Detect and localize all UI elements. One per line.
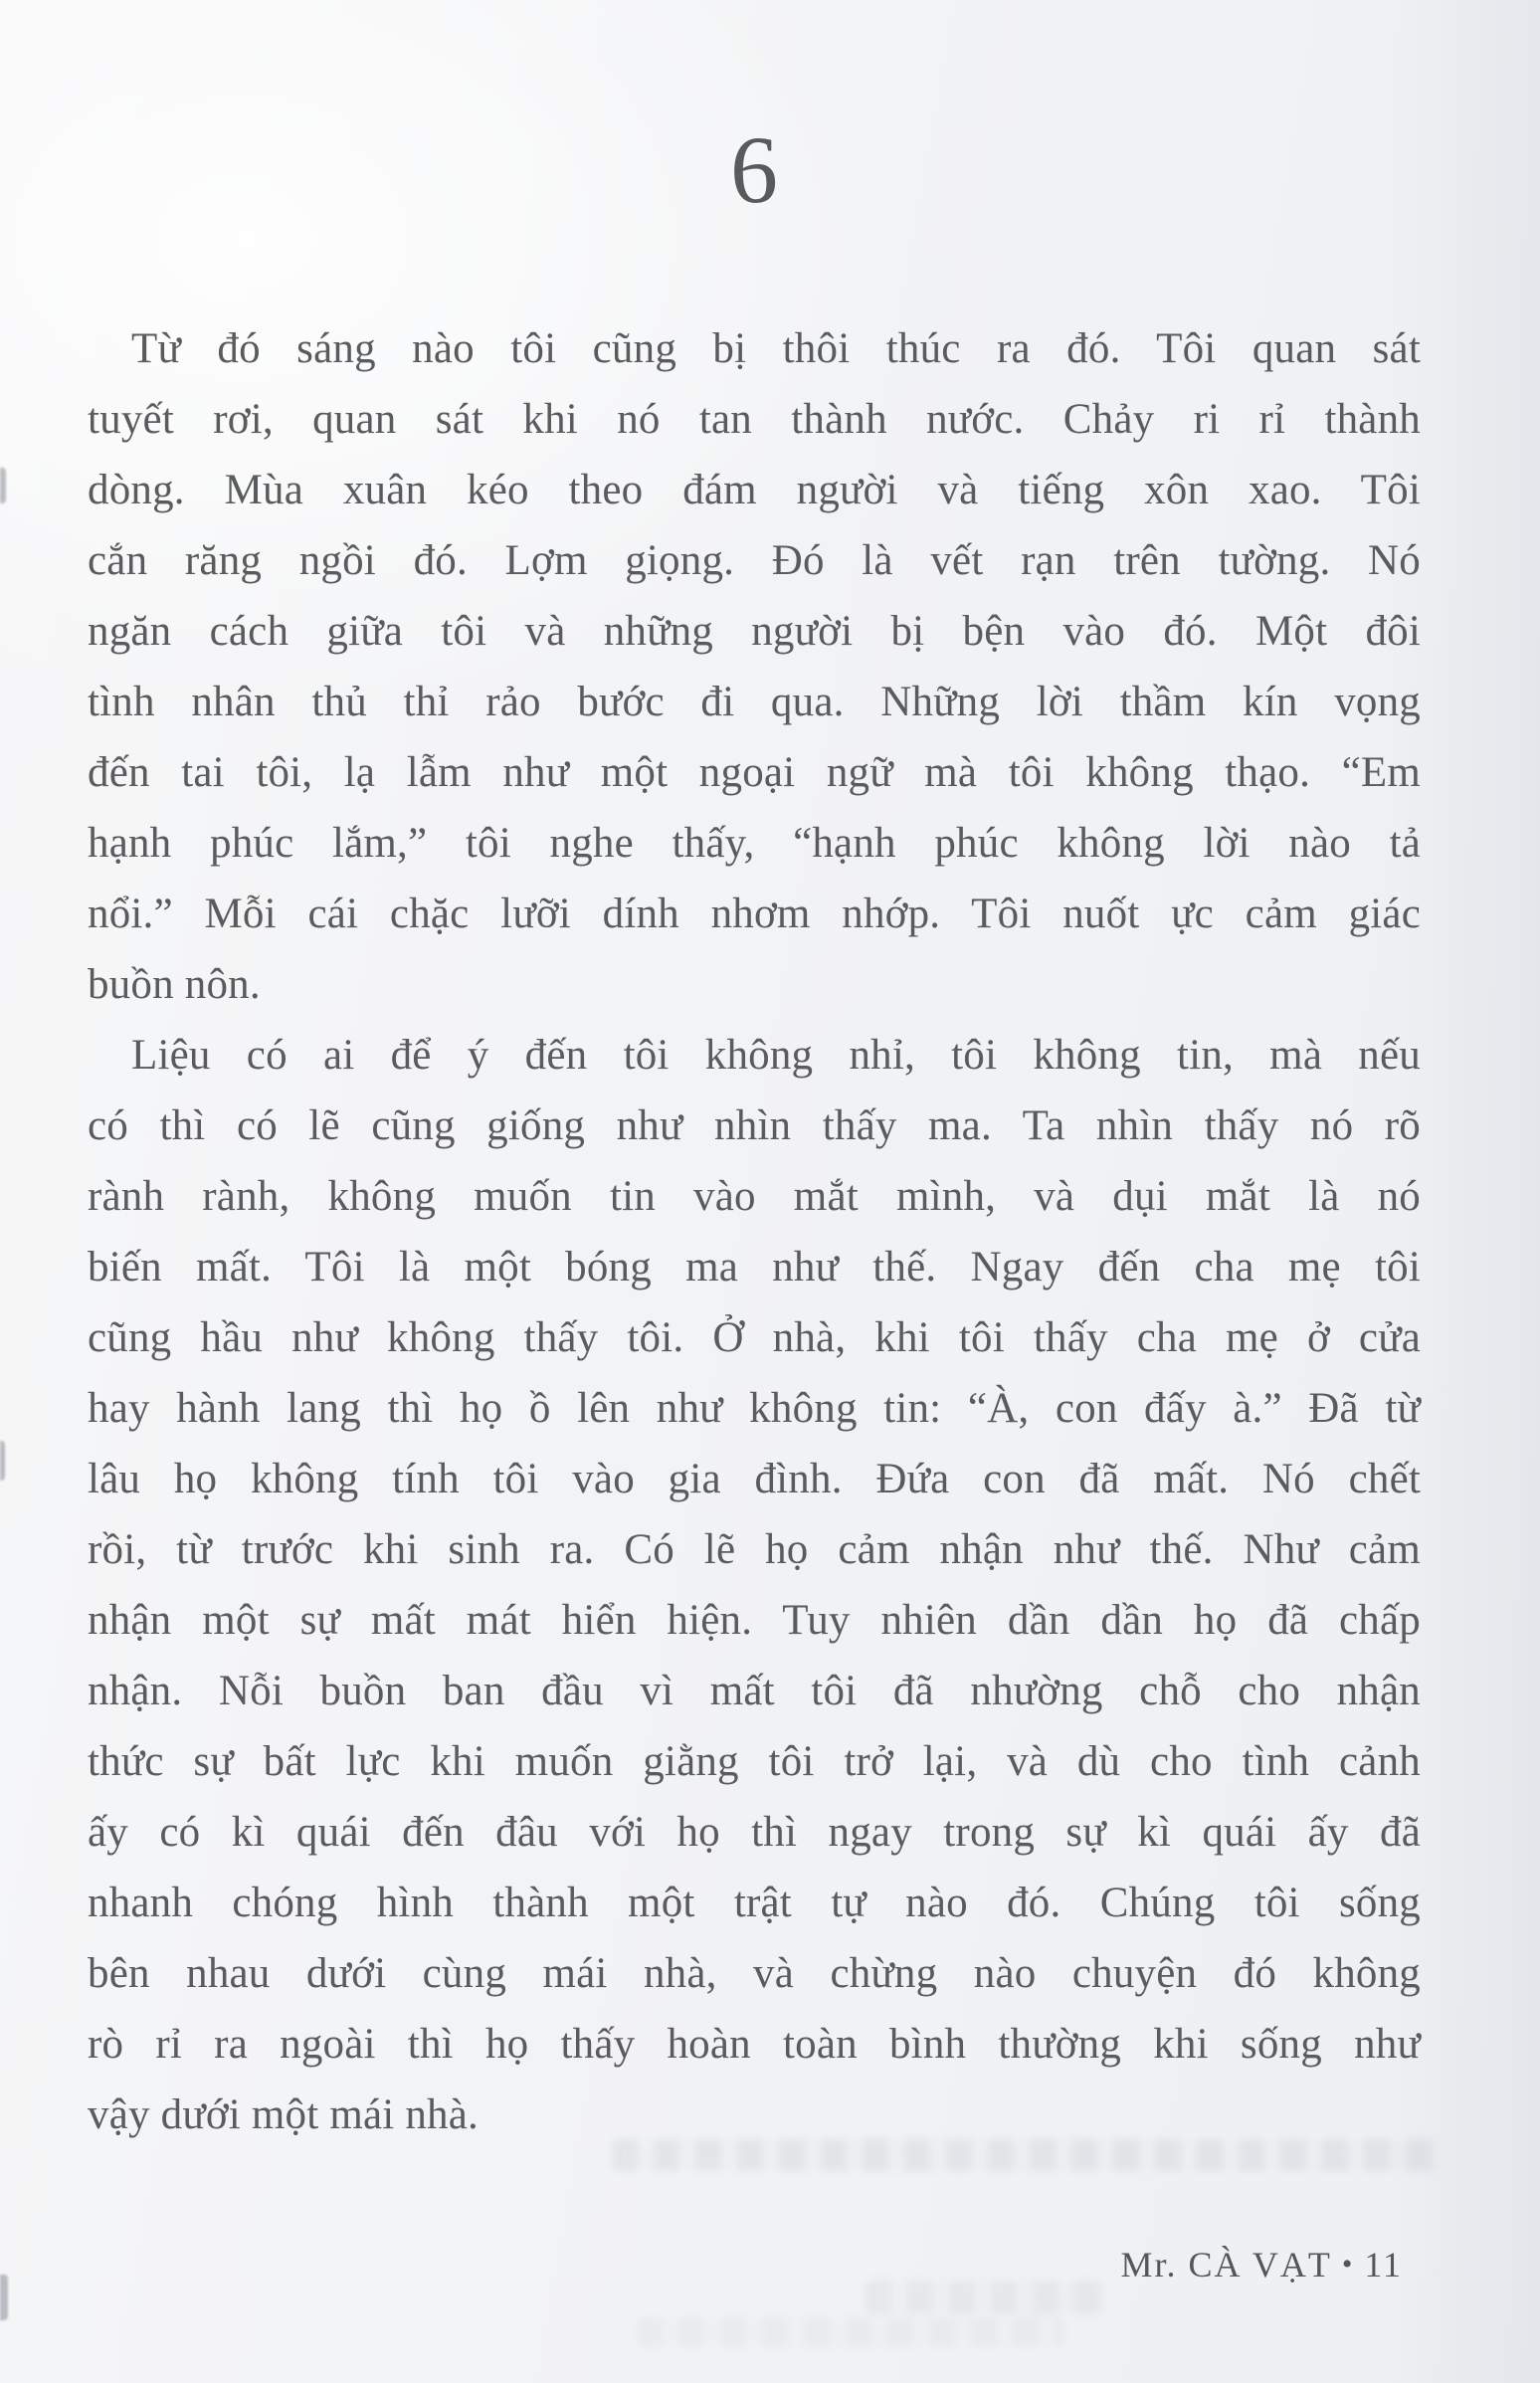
paragraph-line: Từ đó sáng nào tôi cũng bị thôi thúc ra đó. Tôi quan sát xyxy=(131,325,1421,372)
paragraph-line: dòng. Mùa xuân kéo theo đám người và tiếng xôn xao. Tôi xyxy=(88,467,1421,513)
paragraph-line: Liệu có ai để ý đến tôi không nhỉ, tôi không tin, mà nếu xyxy=(131,1032,1421,1079)
paragraph-line: cũng hầu như không thấy tôi. Ở nhà, khi tôi thấy cha mẹ ở cửa xyxy=(88,1314,1421,1361)
paragraph-1 xyxy=(88,313,1421,1020)
paragraph-line: ngăn cách giữa tôi và những người bị bện vào đó. Một đôi xyxy=(88,608,1421,655)
paragraph-line: nhanh chóng hình thành một trật tự nào đó. Chúng tôi sống xyxy=(88,1880,1421,1926)
paragraph-line: rò rỉ ra ngoài thì họ thấy hoàn toàn bình thường khi sống như xyxy=(88,2021,1421,2068)
scan-edge-smudge xyxy=(0,468,6,503)
paragraph-line: cắn răng ngồi đó. Lợm giọng. Đó là vết rạn trên tường. Nó xyxy=(88,537,1421,584)
paragraph-line: có thì có lẽ cũng giống như nhìn thấy ma. Ta nhìn thấy nó rõ xyxy=(88,1102,1421,1149)
paragraph-line: nổi.” Mỗi cái chặc lưỡi dính nhơm nhớp. Tôi nuốt ực cảm giác xyxy=(88,891,1421,937)
paragraph-line: buồn nôn. xyxy=(88,961,261,1008)
running-title: Mr. CÀ VẠT xyxy=(1120,2245,1332,2284)
paragraph-line: rành rành, không muốn tin vào mắt mình, và dụi mắt là nó xyxy=(88,1173,1421,1220)
paragraph-line: vậy dưới một mái nhà. xyxy=(88,2091,479,2138)
showthrough-ghost-text xyxy=(612,2139,1438,2171)
showthrough-ghost-text xyxy=(866,2281,1104,2314)
paragraph-line: tuyết rơi, quan sát khi nó tan thành nước. Chảy ri rỉ thành xyxy=(88,396,1421,443)
page-number: 11 xyxy=(1364,2245,1403,2284)
paragraph-line: ấy có kì quái đến đâu với họ thì ngay trong sự kì quái ấy đã xyxy=(88,1809,1421,1856)
paragraph-line: hạnh phúc lắm,” tôi nghe thấy, “hạnh phúc không lời nào tả xyxy=(88,820,1421,867)
scan-edge-smudge xyxy=(0,2275,8,2320)
paragraph-line: lâu họ không tính tôi vào gia đình. Đứa con đã mất. Nó chết xyxy=(88,1456,1421,1502)
scan-edge-smudge xyxy=(0,1441,5,1481)
paragraph-line: nhận một sự mất mát hiển hiện. Tuy nhiên dần dần họ đã chấp xyxy=(88,1597,1421,1644)
paragraph-line: đến tai tôi, lạ lẫm như một ngoại ngữ mà tôi không thạo. “Em xyxy=(88,749,1421,796)
footer-bullet-separator: • xyxy=(1341,2248,1355,2281)
paragraph-2 xyxy=(88,1020,1421,2150)
paragraph-line: thức sự bất lực khi muốn giằng tôi trở lại, và dù cho tình cảnh xyxy=(88,1738,1421,1785)
paragraph-line: biến mất. Tôi là một bóng ma như thế. Ngay đến cha mẹ tôi xyxy=(88,1244,1421,1291)
paragraph-line: hay hành lang thì họ ồ lên như không tin: “À, con đấy à.” Đã từ xyxy=(88,1385,1421,1432)
page-footer xyxy=(1120,2244,1403,2285)
showthrough-ghost-text xyxy=(637,2318,1064,2346)
body-text xyxy=(88,313,1421,2150)
paragraph-line: nhận. Nỗi buồn ban đầu vì mất tôi đã nhường chỗ cho nhận xyxy=(88,1668,1421,1714)
paragraph-line: tình nhân thủ thỉ rảo bước đi qua. Những lời thầm kín vọng xyxy=(88,679,1421,725)
paragraph-line: rồi, từ trước khi sinh ra. Có lẽ họ cảm nhận như thế. Như cảm xyxy=(88,1526,1421,1573)
paragraph-line: bên nhau dưới cùng mái nhà, và chừng nào chuyện đó không xyxy=(88,1950,1421,1997)
chapter-number: 6 xyxy=(730,116,778,223)
